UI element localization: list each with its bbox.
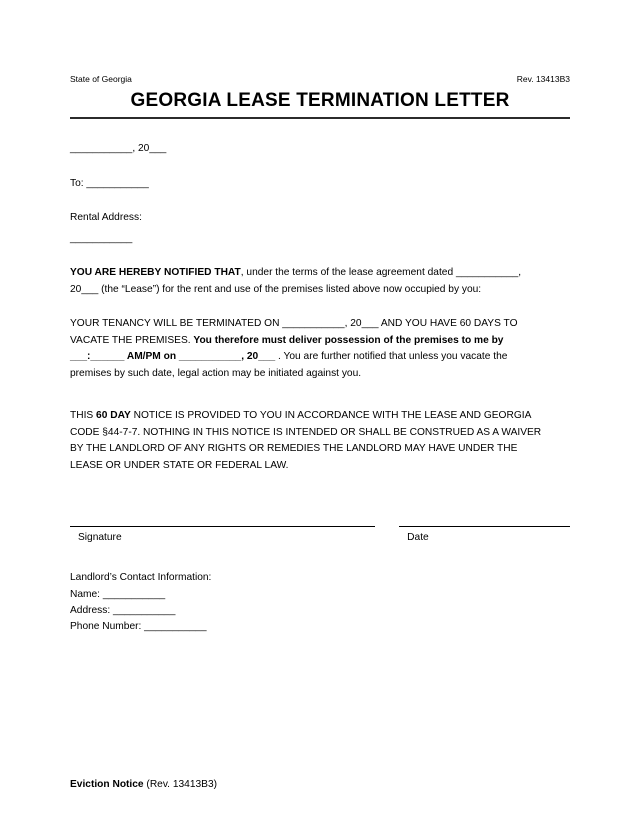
statute-line3: BY THE LANDLORD OF ANY RIGHTS OR REMEDIES THE LANDLORD MAY HAVE UNDER THE xyxy=(70,443,518,455)
contact-heading: Landlord’s Contact Information: xyxy=(70,572,212,584)
statute-line1-bold: 60 DAY xyxy=(96,410,131,422)
document-footer xyxy=(70,779,217,790)
signature-area xyxy=(70,526,570,543)
notice-lead-line2: 20___ (the “Lease”) for the rent and use of the premises listed above now occupied by you: xyxy=(70,283,482,295)
notice-paragraph xyxy=(70,265,570,298)
footer-title: Eviction Notice xyxy=(70,779,144,790)
rental-address-value: ___________ xyxy=(70,232,133,244)
title-divider xyxy=(70,117,570,119)
footer-revision: (Rev. 13413B3) xyxy=(143,779,218,790)
date-line[interactable] xyxy=(399,526,570,527)
statute-line4: LEASE OR UNDER STATE OR FEDERAL LAW. xyxy=(70,459,289,471)
signature-label: Signature xyxy=(78,532,122,544)
landlord-contact-block xyxy=(70,570,570,634)
state-label: State of Georgia xyxy=(70,74,132,84)
contact-name: Name: ___________ xyxy=(70,588,166,600)
notice-lead-bold: YOU ARE HEREBY NOTIFIED THAT xyxy=(70,267,241,279)
recipient-line: To: ___________ xyxy=(70,177,149,189)
page-title: GEORGIA LEASE TERMINATION LETTER xyxy=(130,90,510,112)
statute-paragraph xyxy=(70,408,570,474)
tenancy-line3-plain: . You are further notified that unless you vacate the xyxy=(278,351,508,363)
statute-line1-a: THIS xyxy=(70,410,97,422)
signature-block xyxy=(70,526,375,543)
tenancy-line4: premises by such date, legal action may be initiated against you. xyxy=(70,367,362,379)
statute-line2: CODE §44-7-7. NOTHING IN THIS NOTICE IS INTENDED OR SHALL BE CONSTRUED AS A WAIVER xyxy=(70,426,542,438)
tenancy-line3-bold: ___:______ AM/PM on ___________, 20___ xyxy=(70,351,279,363)
date-field-line: ___________, 20___ xyxy=(70,143,167,155)
contact-phone: Phone Number: ___________ xyxy=(70,620,207,632)
notice-lead-rest: , under the terms of the lease agreement dated ___________, xyxy=(240,267,522,279)
revision-label: Rev. 13413B3 xyxy=(516,74,570,84)
signature-line[interactable] xyxy=(70,526,375,527)
rental-address-label: Rental Address: xyxy=(70,212,142,224)
document-header xyxy=(70,74,570,84)
tenancy-line1: YOUR TENANCY WILL BE TERMINATED ON ___________, 20___ AND YOU HAVE 60 DAYS TO xyxy=(70,318,518,330)
tenancy-line2-plain: VACATE THE PREMISES. xyxy=(70,334,194,346)
tenancy-paragraph xyxy=(70,316,570,382)
tenancy-line2-bold: You therefore must deliver possession of the premises to me by xyxy=(193,334,504,346)
date-block xyxy=(399,526,570,543)
contact-address: Address: ___________ xyxy=(70,604,176,616)
statute-line1-b: NOTICE IS PROVIDED TO YOU IN ACCORDANCE WITH THE LEASE AND GEORGIA xyxy=(130,410,532,422)
date-label: Date xyxy=(407,532,429,544)
